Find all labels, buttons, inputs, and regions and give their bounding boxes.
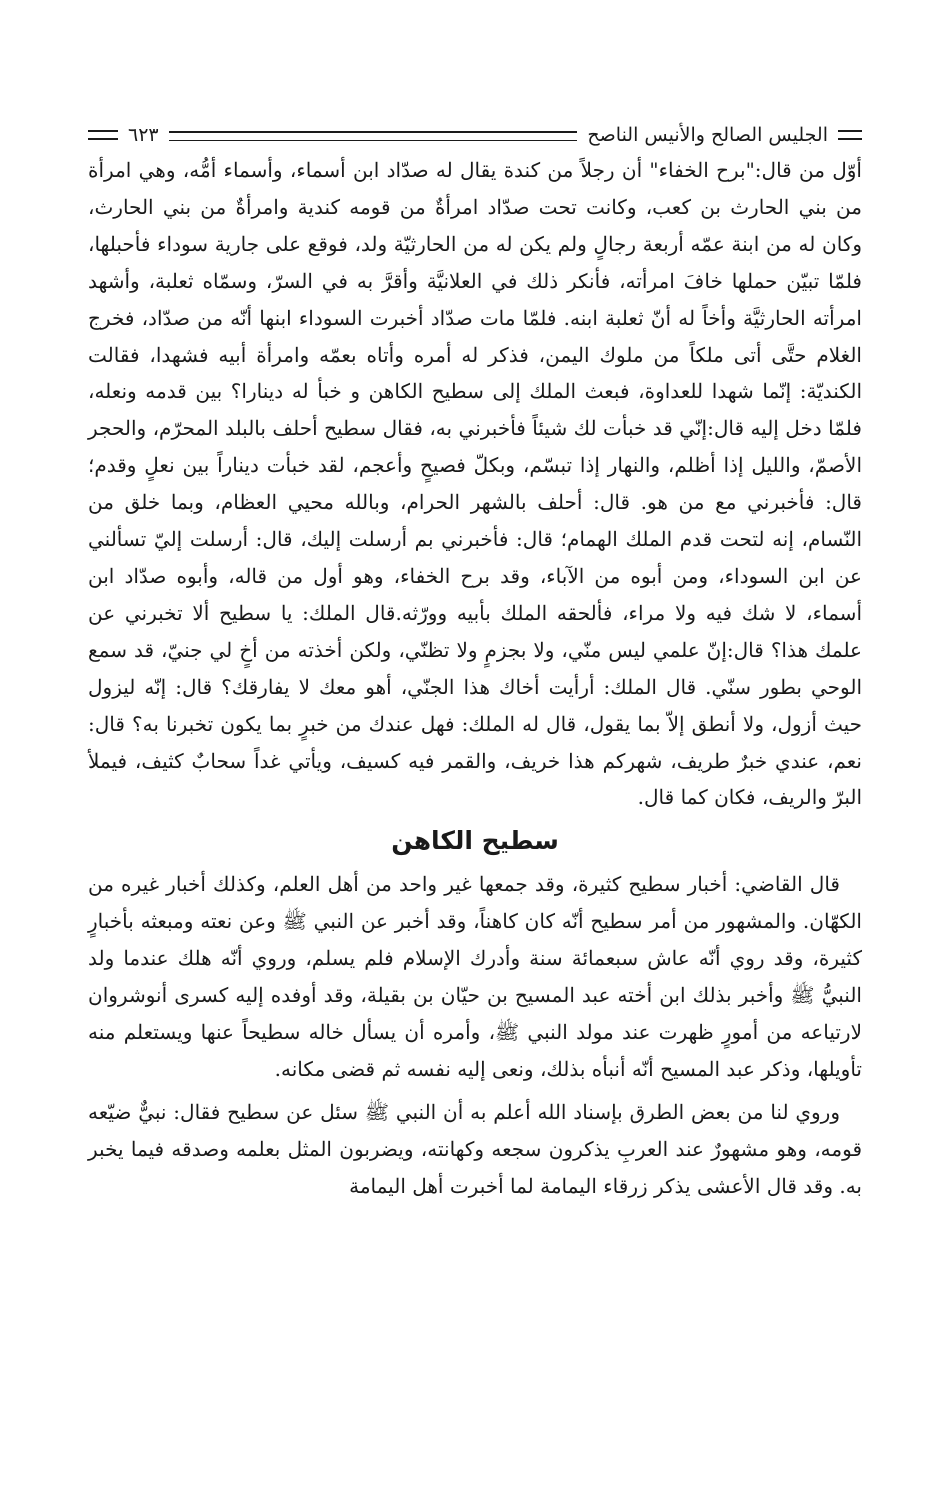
page-number: ٦٢٣: [128, 124, 159, 146]
header-rule: [169, 131, 578, 141]
book-page: [88, 118, 862, 1204]
header-ornament-left: [88, 130, 118, 140]
header-ornament-right: [838, 130, 862, 140]
story-paragraph: أوّل من قال:"برح الخفاء" أن رجلاً من كندة يقال له صدّاد ابن أسماء، وأسماء أمُّه، وهي امرأة من بني الحارث بن كعب، وكانت تحت صدّاد امرأةٌ من قومه كندية وامرأةٌ من بني الحارث، وكان له من ابنة عمّه أربعة رجالٍ ولم يكن له من الحارثيّة ولد، فوقع على جارية سوداء فأحبلها، فلمّا تبيّن حملها خافَ امرأته، فأنكر ذلك في العلانيَّة وأقرَّ به في السرّ، وسمّاه ثعلبة، وأشهد امرأته الحارثيَّة وأخاً له أنّ ثعلبة ابنه. فلمّا مات صدّاد أخبرت السوداء ابنها أنّه من صدّاد، فخرج الغلام حتَّى أتى ملكاً من ملوك اليمن، فذكر له أمره وأتاه بعمّه وامرأة أبيه فشهدا، فقالت الكنديّة: إنّما شهدا للعداوة، فبعث الملك إلى سطيح الكاهن و خبأ له دينارا؟ بين قدمه ونعله، فلمّا دخل إليه قال:إنّي قد خبأت لك شيئاً فأخبرني به، فقال سطيح أحلف بالبلد المحرّم، والحجر الأصمّ، والليل إذا أظلم، والنهار إذا تبسّم، وبكلّ فصيحٍ وأعجم، لقد خبأت ديناراً بين نعلٍ وقدم؛ قال: فأخبرني مع من هو. قال: أحلف بالشهر الحرام، وبالله محيي العظام، وبما خلق من النّسام، إنه لتحت قدم الملك الهمام؛ قال: فأخبرني بم أرسلت إليك، قال: أرسلت إليّ تسألني عن ابن السوداء، ومن أبوه من الآباء، وقد برح الخفاء، وهو أول من قاله، وأبوه صدّاد ابن أسماء، لا شك فيه ولا مراء، فألحقه الملك بأبيه وورّثه.قال الملك: يا سطيح ألا تخبرني عن علمك هذا؟ قال:إنّ علمي ليس منّي، ولا بجزمٍ ولا تظنّي، ولكن أخذته من أخٍ لي جنيّ، قد سمع الوحي بطور سنّي. قال الملك: أرأيت أخاك هذا الجنّي، أهو معك لا يفارقك؟ قال: إنّه ليزول حيث أزول، ولا أنطق إلاّ بما يقول، قال له الملك: فهل عندك من خبرٍ بما يكون تخبرنا به؟ قال: نعم، عندي خبرٌ طريف، شهركم هذا خريف، والقمر فيه كسيف، ويأتي غداً سحابٌ كثيف، فيملأ البرّ والريف، فكان كما قال.: [88, 158, 863, 810]
running-header: [88, 118, 862, 152]
section-paragraph-1: قال القاضي: أخبار سطيح كثيرة، وقد جمعها غير واحد من أهل العلم، وكذلك أخبار غيره من الكهّان. والمشهور من أمر سطيح أنّه كان كاهناً، وقد أخبر عن النبي ﷺ وعن نعته ومبعثه بأخبارٍ كثيرة، وقد روي أنّه عاش سبعمائة سنة وأدرك الإسلام فلم يسلم، وروي أنّه هلك عندما ولد النبيُّ ﷺ وأخبر بذلك ابن أخته عبد المسيح بن حيّان بن بقيلة، وقد أوفده إليه كسرى أنوشروان لارتياعه من أمورٍ ظهرت عند مولد النبي ﷺ، وأمره أن يسأل خاله سطيحاً عنها ويستعلم منه تأويلها، وذكر عبد المسيح أنّه أنبأه بذلك، ونعى إليه نفسه ثم قضى مكانه.: [88, 872, 862, 1081]
running-title: الجليس الصالح والأنيس الناصح: [587, 124, 828, 146]
section-heading: سطيح الكاهن: [391, 826, 559, 856]
section-paragraph-2: وروي لنا من بعض الطرق بإسناد الله أعلم به أن النبي ﷺ سئل عن سطيح فقال: نبيٌّ ضيّعه قومه، وهو مشهورٌ عند العربِ يذكرون سجعه وكهانته، ويضربون المثل بعلمه وصدقه فيما يخبر به. وقد قال الأعشى يذكر زرقاء اليمامة لما أخبرت أهل اليمامة: [88, 1099, 862, 1198]
